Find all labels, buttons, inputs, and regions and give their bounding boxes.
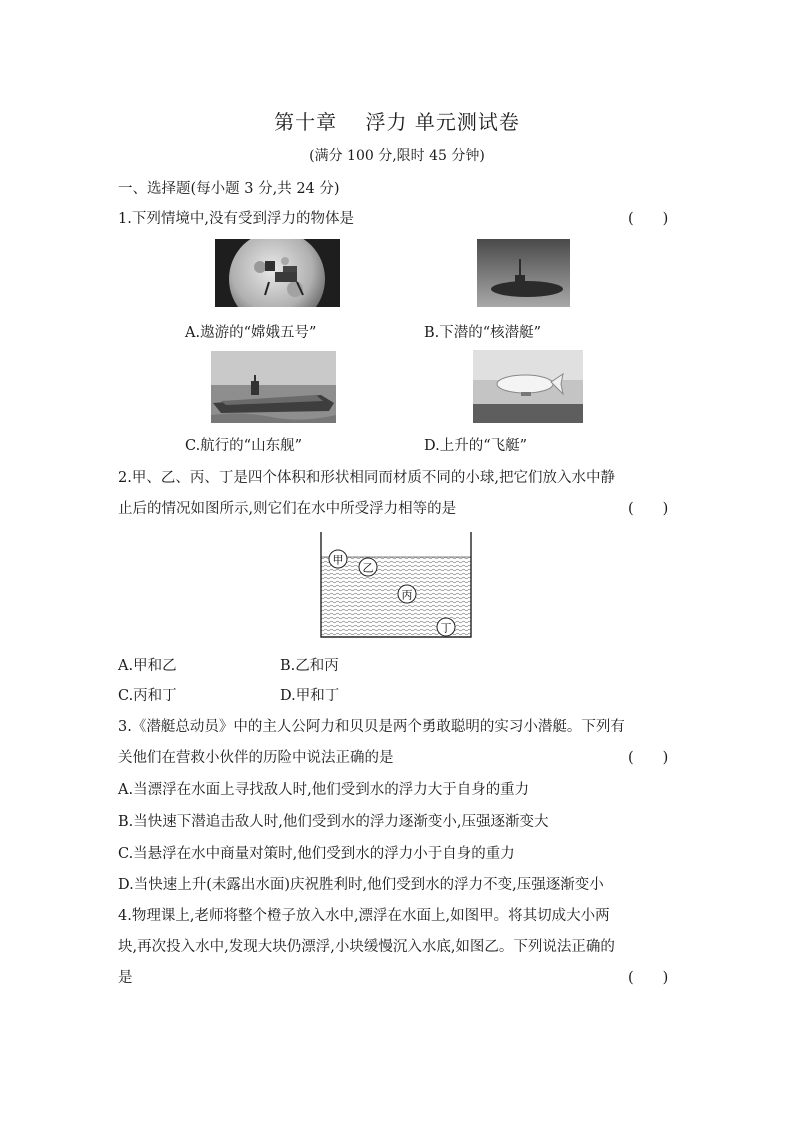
change5-photo bbox=[215, 239, 340, 307]
q2-stem-line2: 止后的情况如图所示,则它们在水中所受浮力相等的是 bbox=[118, 501, 457, 517]
ball-jia bbox=[329, 550, 347, 568]
ball-ding-label: 丁 bbox=[440, 621, 452, 635]
ball-ding bbox=[437, 618, 455, 636]
q3-stem-line1: 3.《潜艇总动员》中的主人公阿力和贝贝是两个勇敢聪明的实习小潜艇。下列有 bbox=[118, 719, 625, 735]
q2-option-d: D.甲和丁 bbox=[280, 688, 340, 704]
section-heading: 一、选择题(每小题 3 分,共 24 分) bbox=[118, 181, 340, 197]
q2-option-c: C.丙和丁 bbox=[118, 688, 177, 704]
carrier-photo bbox=[211, 351, 336, 423]
q3-option-c: C.当悬浮在水中商量对策时,他们受到水的浮力小于自身的重力 bbox=[118, 846, 515, 862]
ball-yi-label: 乙 bbox=[362, 561, 374, 575]
ball-bing bbox=[398, 585, 416, 603]
q1-option-b: B.下潜的“核潜艇” bbox=[424, 325, 542, 341]
q3-option-b: B.当快速下潜追击敌人时,他们受到水的浮力逐渐变小,压强逐渐变大 bbox=[118, 814, 549, 830]
q3-answer-paren: ( ) bbox=[628, 750, 669, 766]
q3-option-d: D.当快速上升(未露出水面)庆祝胜利时,他们受到水的浮力不变,压强逐渐变小 bbox=[118, 877, 604, 893]
q1-answer-paren: ( ) bbox=[628, 211, 669, 227]
q2-option-b: B.乙和丙 bbox=[280, 658, 339, 674]
beaker-diagram bbox=[318, 532, 474, 640]
q4-stem-line1: 4.物理课上,老师将整个橙子放入水中,漂浮在水面上,如图甲。将其切成大小两 bbox=[118, 908, 610, 924]
q1-option-c: C.航行的“山东舰” bbox=[185, 438, 303, 454]
q1-stem: 1.下列情境中,没有受到浮力的物体是 bbox=[118, 211, 354, 227]
q4-answer-paren: ( ) bbox=[628, 970, 669, 986]
ball-jia-label: 甲 bbox=[332, 553, 344, 567]
q2-answer-paren: ( ) bbox=[628, 501, 669, 517]
ball-bing-label: 丙 bbox=[401, 588, 413, 602]
q1-option-d: D.上升的“飞艇” bbox=[424, 438, 528, 454]
q3-option-a: A.当漂浮在水面上寻找敌人时,他们受到水的浮力大于自身的重力 bbox=[118, 782, 530, 798]
q2-stem-line1: 2.甲、乙、丙、丁是四个体积和形状相同而材质不同的小球,把它们放入水中静 bbox=[118, 470, 615, 486]
page-title: 第十章 浮力 单元测试卷 bbox=[274, 110, 520, 134]
q1-option-a: A.遨游的“嫦娥五号” bbox=[185, 325, 317, 341]
ball-yi bbox=[359, 558, 377, 576]
q3-stem-line2: 关他们在营救小伙伴的历险中说法正确的是 bbox=[118, 750, 394, 766]
submarine-photo bbox=[477, 239, 570, 307]
airship-photo bbox=[473, 350, 583, 423]
q2-option-a: A.甲和乙 bbox=[118, 658, 177, 674]
q4-stem-line2: 块,再次投入水中,发现大块仍漂浮,小块缓慢沉入水底,如图乙。下列说法正确的 bbox=[118, 939, 615, 955]
q4-stem-line3: 是 bbox=[118, 970, 133, 986]
page-subtitle: (满分 100 分,限时 45 分钟) bbox=[309, 148, 485, 164]
